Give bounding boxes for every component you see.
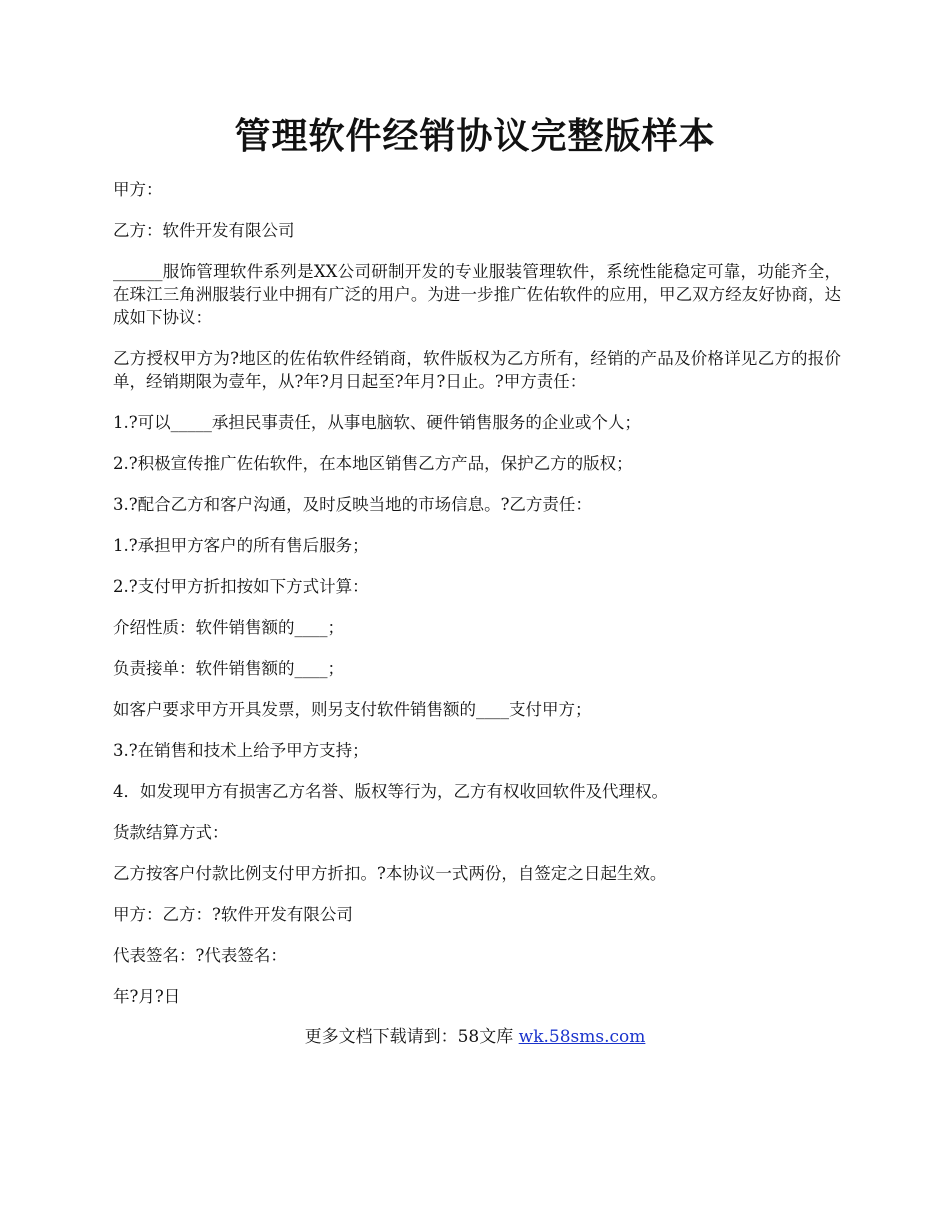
footer bbox=[0, 1025, 950, 1049]
footer-link[interactable]: wk.58sms.com bbox=[518, 1027, 646, 1047]
paragraph-settlement: 乙方按客户付款比例支付甲方折扣。?本协议一式两份，自签定之日起生效。 bbox=[113, 864, 667, 883]
paragraph-order-rate: 负责接单：软件销售额的____； bbox=[113, 659, 344, 678]
paragraph-invoice: 如客户要求甲方开具发票，则另支付软件销售额的____支付甲方； bbox=[113, 700, 592, 719]
paragraph-settlement-heading: 货款结算方式： bbox=[113, 823, 229, 842]
paragraph-intro: ______服饰管理软件系列是XX公司研制开发的专业服装管理软件，系统性能稳定可靠，功能齐全，在珠江三角洲服装行业中拥有广泛的用户。为进一步推广佐佑软件的应用，甲乙双方经友好协商，达成如下协议： bbox=[113, 262, 841, 327]
paragraph-b-duty-2: 2.?支付甲方折扣按如下方式计算： bbox=[113, 577, 369, 596]
paragraph-signatories: 甲方：乙方：?软件开发有限公司 bbox=[113, 905, 353, 924]
paragraph-referral-rate: 介绍性质：软件销售额的____； bbox=[113, 618, 344, 637]
paragraph-b-duty-3: 3.?在销售和技术上给予甲方支持； bbox=[113, 741, 369, 760]
document-title: 管理软件经销协议完整版样本 bbox=[234, 115, 716, 157]
paragraph-date: 年?月?日 bbox=[113, 987, 181, 1006]
footer-text: 更多文档下载请到：58文库 bbox=[304, 1027, 514, 1047]
paragraph-a-duty-2: 2.?积极宣传推广佐佑软件，在本地区销售乙方产品，保护乙方的版权； bbox=[113, 454, 633, 473]
document-body bbox=[113, 178, 841, 1026]
paragraph-a-duty-3: 3.?配合乙方和客户沟通，及时反映当地的市场信息。?乙方责任： bbox=[113, 495, 592, 514]
paragraph-b-duty-1: 1.?承担甲方客户的所有售后服务； bbox=[113, 536, 369, 555]
paragraph-b-duty-4: 4．如发现甲方有损害乙方名誉、版权等行为，乙方有权收回软件及代理权。 bbox=[113, 782, 668, 801]
paragraph-a-duty-1: 1.?可以_____承担民事责任，从事电脑软、硬件销售服务的企业或个人； bbox=[113, 413, 641, 432]
paragraph-authorization: 乙方授权甲方为?地区的佐佑软件经销商，软件版权为乙方所有，经销的产品及价格详见乙方的报价单，经销期限为壹年，从?年?月日起至?年月?日止。?甲方责任： bbox=[113, 349, 841, 391]
paragraph-party-a: 甲方： bbox=[113, 180, 163, 199]
paragraph-signatures: 代表签名：?代表签名： bbox=[113, 946, 287, 965]
paragraph-party-b: 乙方：软件开发有限公司 bbox=[113, 221, 295, 240]
